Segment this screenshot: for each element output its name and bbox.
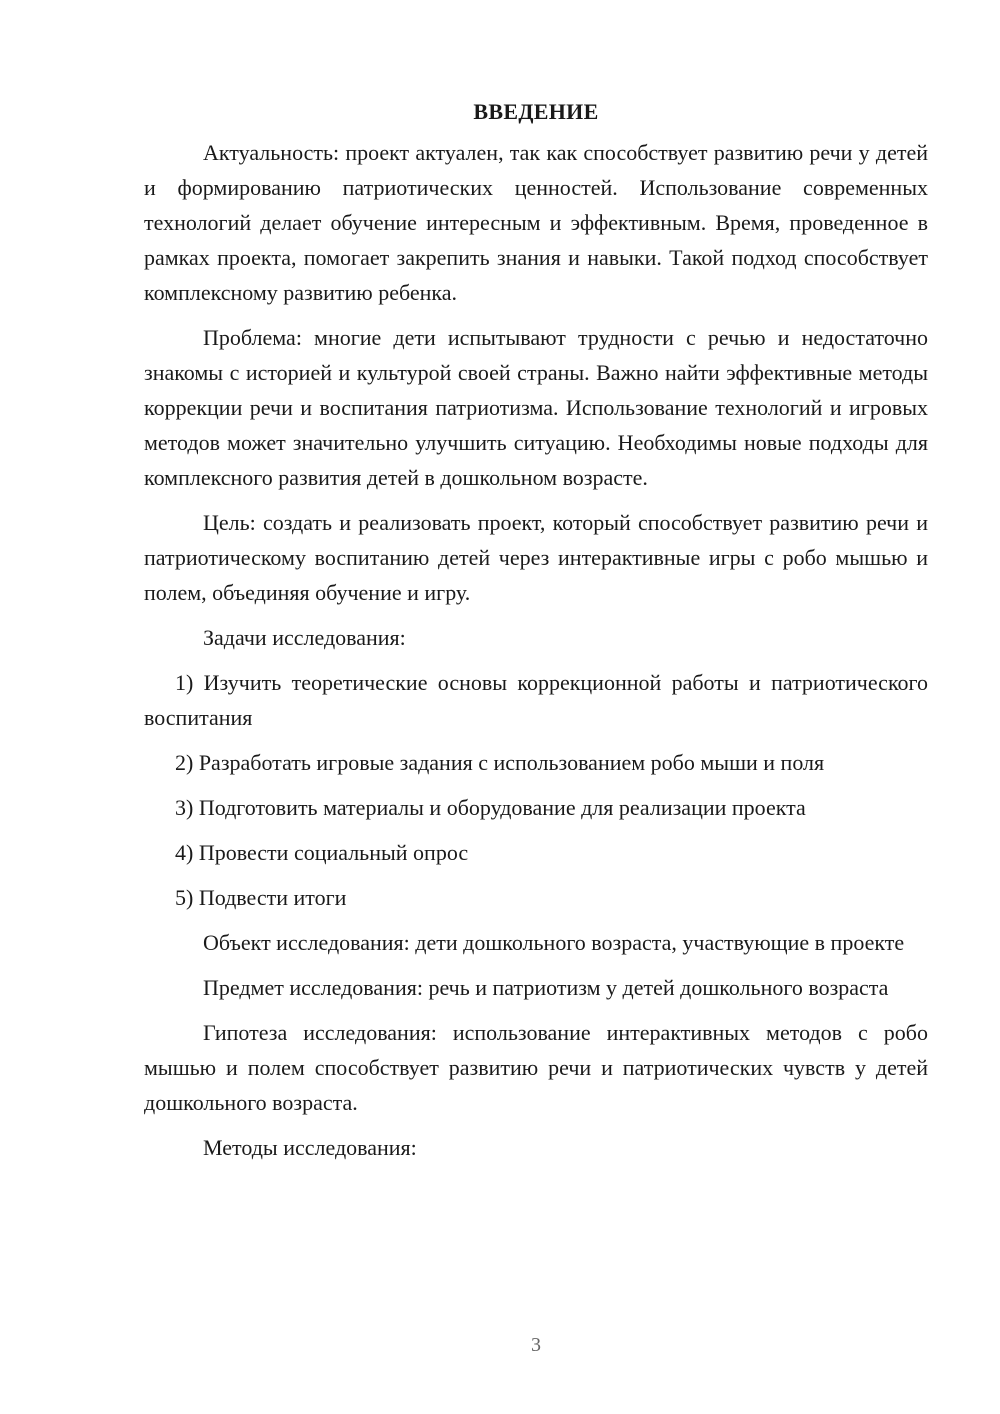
paragraph-goal: Цель: создать и реализовать проект, который способствует развитию речи и патриотическому воспитанию детей через интерактивные игры с робо мышью и полем, объединяя обучение и игру. bbox=[144, 510, 928, 605]
tasks-title: Задачи исследования: bbox=[203, 625, 406, 650]
paragraph-hypothesis: Гипотеза исследования: использование интерактивных методов с робо мышью и полем способствует развитию речи и патриотических чувств у детей дошкольного возраста. bbox=[144, 1020, 928, 1115]
list-item: 1) Изучить теоретические основы коррекционной работы и патриотического воспитания bbox=[144, 670, 928, 730]
paragraph-object: Объект исследования: дети дошкольного возраста, участвующие в проекте bbox=[203, 930, 905, 955]
page-heading: ВВЕДЕНИЕ bbox=[473, 99, 599, 124]
page-number: 3 bbox=[531, 1334, 541, 1356]
list-item: 3) Подготовить материалы и оборудование для реализации проекта bbox=[175, 795, 806, 820]
page-content bbox=[144, 94, 928, 1175]
tasks-list bbox=[144, 665, 928, 915]
paragraph-relevance: Актуальность: проект актуален, так как способствует развитию речи у детей и формированию патриотических ценностей. Использование современных технологий делает обучение интересным и эффективным. Время, проведенное в рамках проекта, помогает закрепить знания и навыки. Такой подход способствует комплексному развитию ребенка. bbox=[144, 140, 928, 305]
methods-title: Методы исследования: bbox=[203, 1135, 417, 1160]
paragraph-subject: Предмет исследования: речь и патриотизм у детей дошкольного возраста bbox=[203, 975, 889, 1000]
list-item: 2) Разработать игровые задания с использованием робо мыши и поля bbox=[175, 750, 825, 775]
paragraph-problem: Проблема: многие дети испытывают трудности с речью и недостаточно знакомы с историей и культурой своей страны. Важно найти эффективные методы коррекции речи и воспитания патриотизма. Использование технологий и игровых методов может значительно улучшить ситуацию. Необходимы новые подходы для комплексного развития детей в дошкольном возрасте. bbox=[144, 325, 928, 490]
list-item: 5) Подвести итоги bbox=[175, 885, 347, 910]
list-item: 4) Провести социальный опрос bbox=[175, 840, 469, 865]
